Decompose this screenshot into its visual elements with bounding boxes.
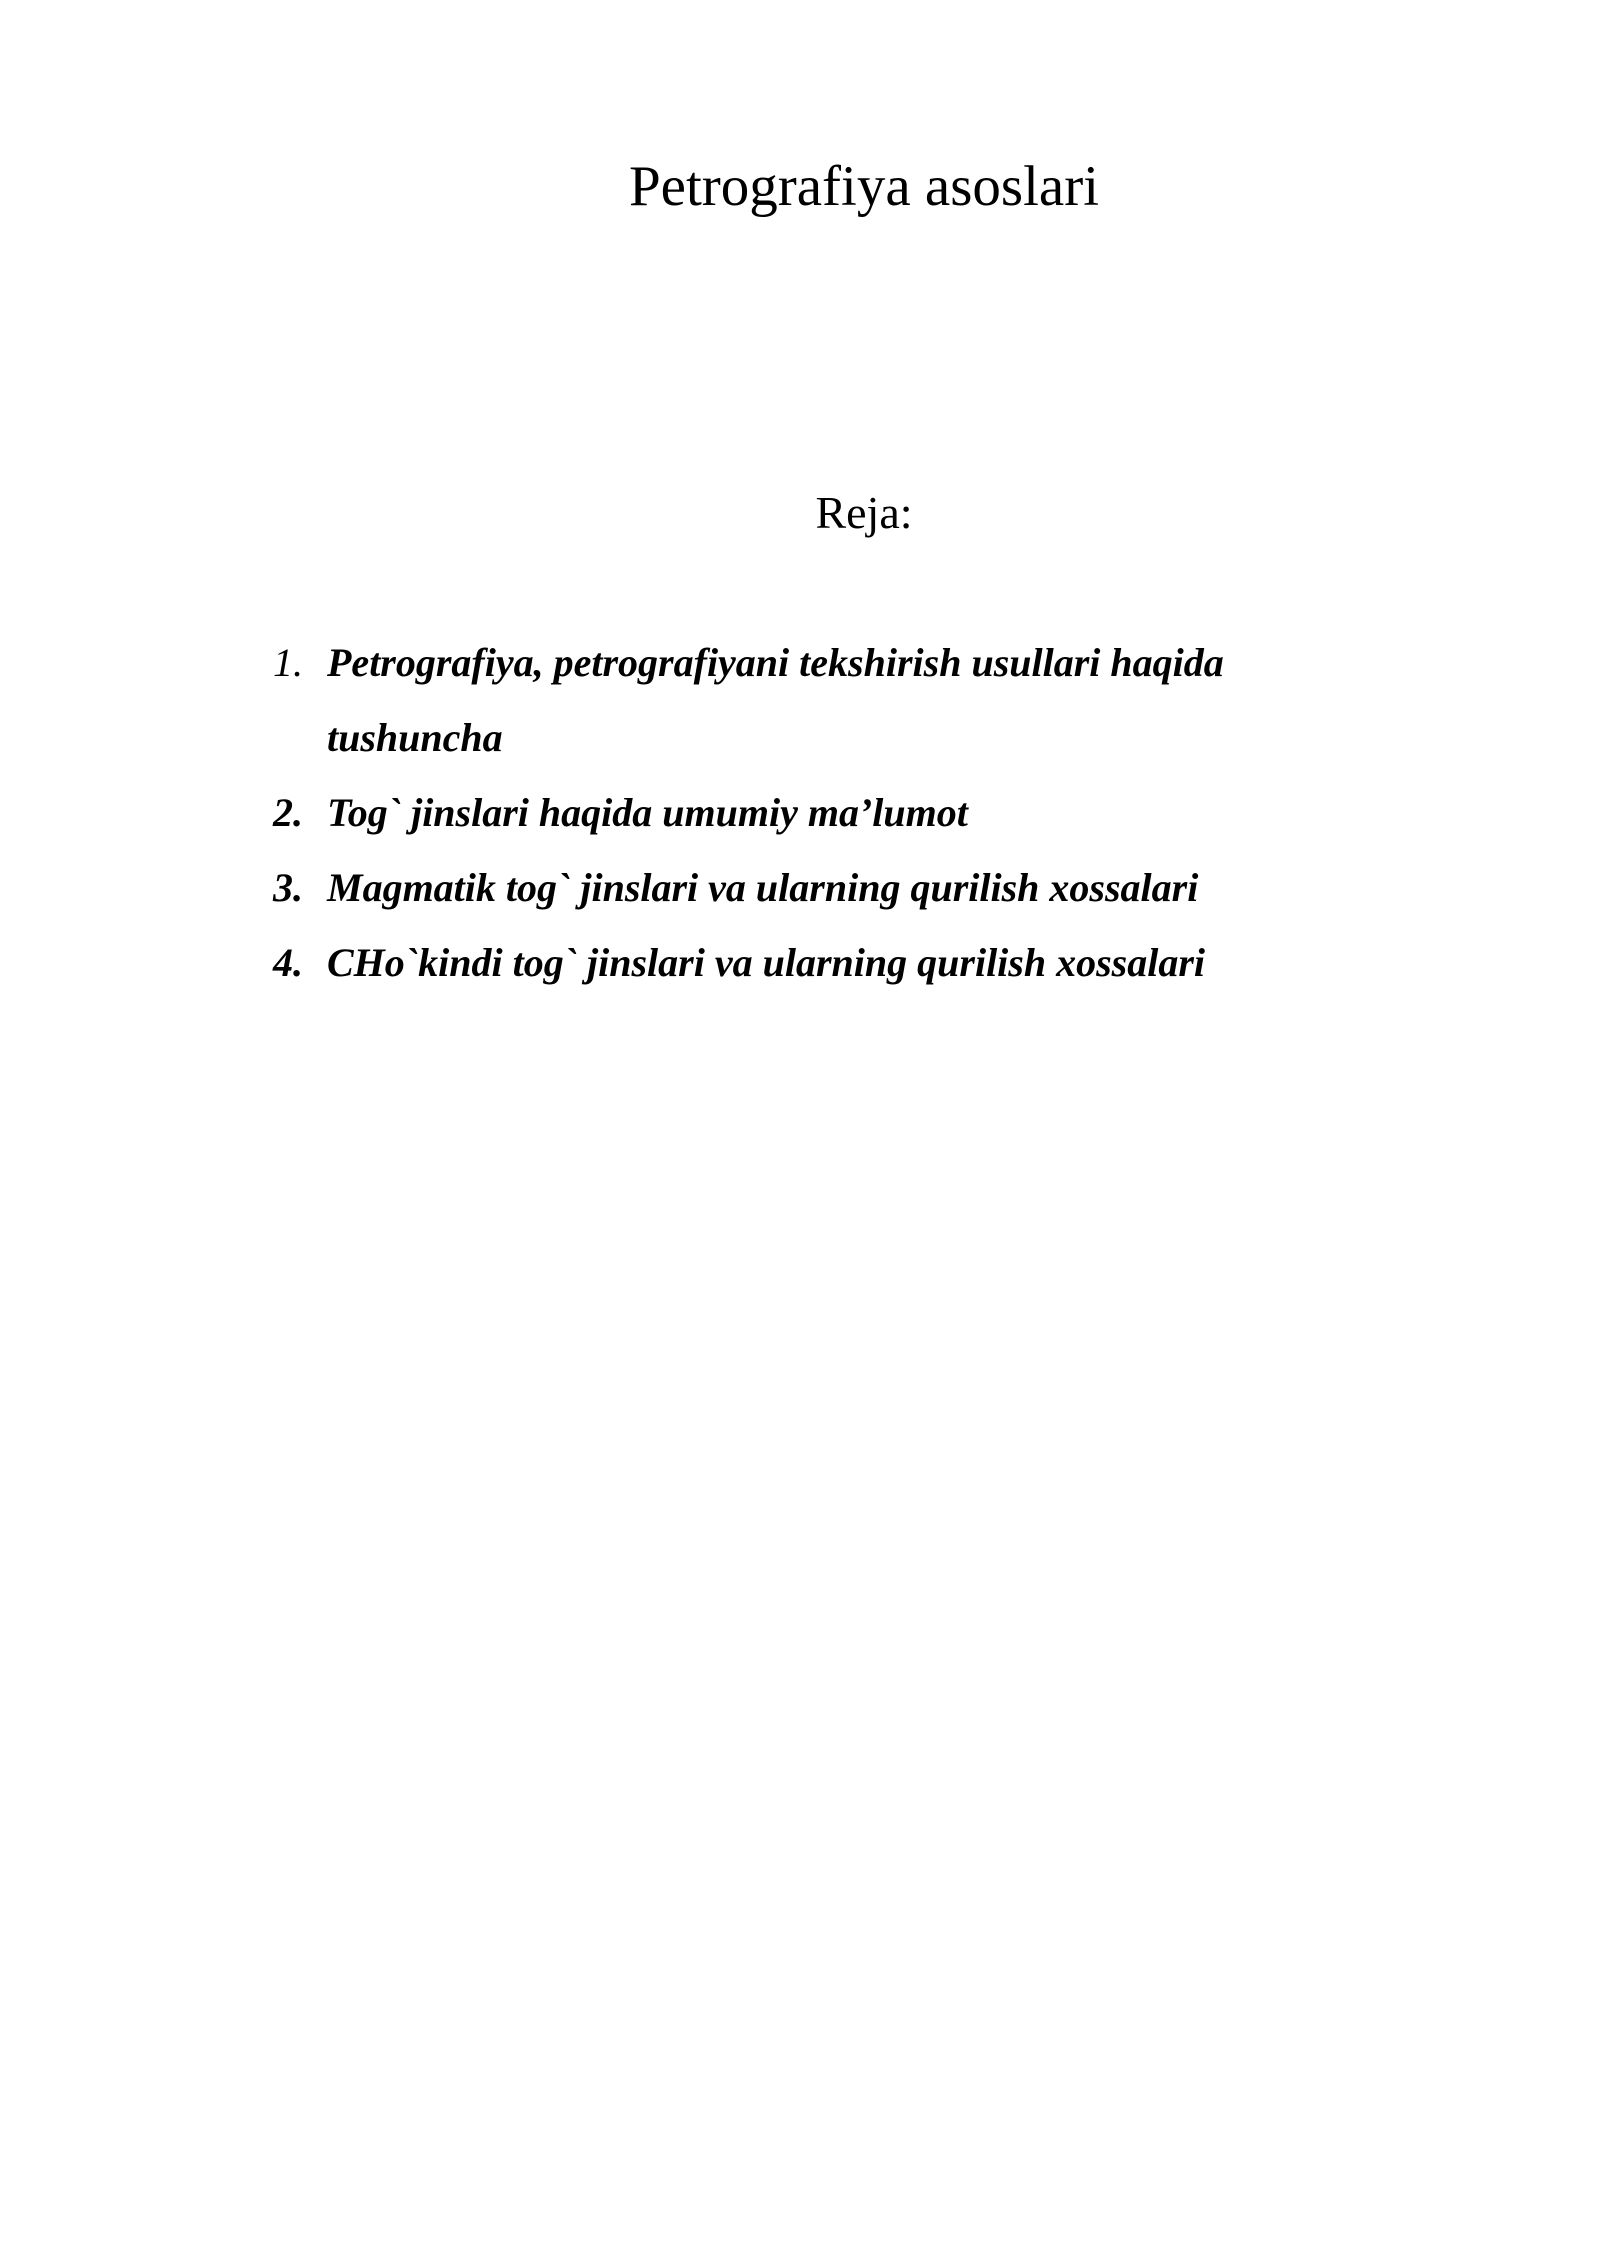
plan-item xyxy=(273,850,1353,925)
plan-list xyxy=(273,625,1353,1000)
plan-item-text: Magmatik tog` jinslari va ularning qurilish xossalari xyxy=(327,865,1199,910)
plan-item-number: 4. xyxy=(273,940,303,985)
plan-item-text: Tog` jinslari haqida umumiy ma’lumot xyxy=(327,790,968,835)
plan-item-text: Petrografiya, petrografiyani tekshirish usullari haqida tushuncha xyxy=(327,640,1224,760)
plan-item xyxy=(273,775,1353,850)
plan-item-number: 2. xyxy=(273,790,303,835)
document-title: Petrografiya asoslari xyxy=(628,155,1100,218)
plan-item xyxy=(273,625,1353,775)
plan-item-number: 1. xyxy=(273,640,303,685)
plan-item-text: CHo`kindi tog` jinslari va ularning qurilish xossalari xyxy=(327,940,1206,985)
plan-heading: Reja: xyxy=(815,487,913,538)
plan-item-number: 3. xyxy=(273,865,303,910)
plan-item xyxy=(273,925,1353,1000)
